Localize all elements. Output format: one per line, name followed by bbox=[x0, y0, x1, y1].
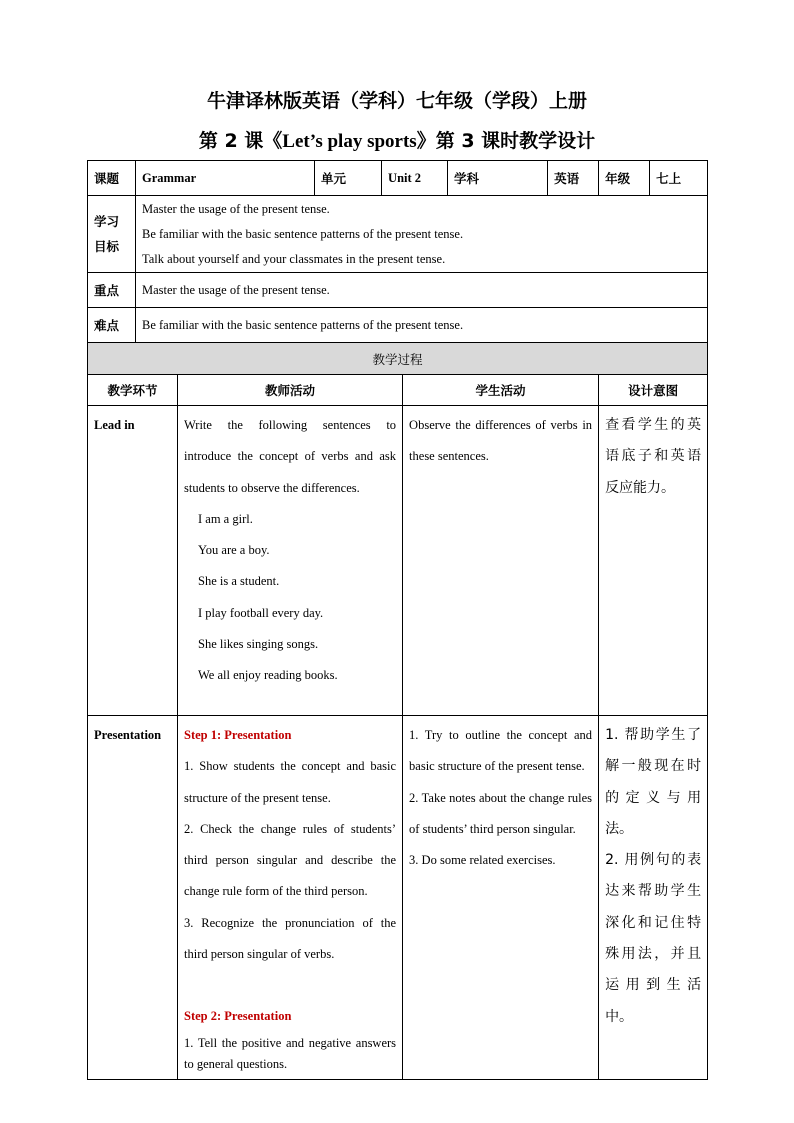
key-point-row bbox=[88, 273, 708, 308]
difficulty-row bbox=[88, 308, 708, 343]
example-sentence: I play football every day. bbox=[198, 605, 324, 620]
example-sentence: You are a boy. bbox=[198, 543, 270, 558]
objective-item: Talk about yourself and your classmates in the present tense. bbox=[142, 252, 446, 266]
col-teacher: 教师活动 bbox=[178, 375, 403, 406]
document-title: 牛津译林版英语（学科）七年级（学段）上册 bbox=[206, 90, 587, 112]
objective-item: Be familiar with the basic sentence patterns of the present tense. bbox=[142, 227, 464, 241]
objectives-label: 学习目标 bbox=[88, 196, 136, 273]
difficulty-label: 难点 bbox=[88, 308, 136, 343]
lead-in-intro: Write the following sentences to introduce the concept of verbs and ask students to observe the differences. bbox=[184, 418, 397, 495]
difficulty-text: Be familiar with the basic sentence patterns of the present tense. bbox=[136, 308, 708, 343]
lead-in-teacher bbox=[178, 406, 403, 716]
presentation-stage: Presentation bbox=[88, 716, 178, 1080]
presentation-intent bbox=[599, 716, 708, 1080]
student-item: 1. Try to outline the concept and basic structure of the present tense. bbox=[409, 728, 593, 774]
process-title: 教学过程 bbox=[88, 343, 708, 375]
step1-item: 1. Show students the concept and basic structure of the present tense. bbox=[184, 759, 397, 805]
process-header-row bbox=[88, 343, 708, 375]
example-sentence: I am a girl. bbox=[198, 511, 253, 526]
topic-label: 课题 bbox=[88, 161, 136, 196]
grade-label: 年级 bbox=[599, 161, 650, 196]
topic-value: Grammar bbox=[136, 161, 315, 196]
intent-item: 2. 用例句的表达来帮助学生深化和记住特殊用法，并且运用到生活中。 bbox=[605, 852, 702, 1025]
lesson-title bbox=[0, 126, 794, 153]
presentation-row bbox=[88, 716, 708, 1080]
key-point-text: Master the usage of the present tense. bbox=[136, 273, 708, 308]
subject-label: 学科 bbox=[448, 161, 548, 196]
col-intent: 设计意图 bbox=[599, 375, 708, 406]
lead-in-intent: 查看学生的英语底子和英语反应能力。 bbox=[599, 406, 708, 716]
column-header-row bbox=[88, 375, 708, 406]
lead-in-stage: Lead in bbox=[88, 406, 178, 716]
subject-value: 英语 bbox=[548, 161, 599, 196]
presentation-teacher bbox=[178, 716, 403, 1080]
objectives-row bbox=[88, 196, 708, 273]
lesson-plan-table bbox=[87, 160, 708, 1080]
lead-in-row bbox=[88, 406, 708, 716]
step1-item: 2. Check the change rules of students’ third person singular and describe the change rule form of the third person. bbox=[184, 821, 397, 899]
lesson-title-latin: Let’s play sports bbox=[282, 131, 417, 152]
example-sentence: She likes singing songs. bbox=[198, 637, 319, 652]
step1-title: Step 1: Presentation bbox=[184, 728, 292, 742]
lead-in-student: Observe the differences of verbs in these sentences. bbox=[403, 406, 599, 716]
example-sentence: She is a student. bbox=[198, 574, 280, 589]
col-stage: 教学环节 bbox=[88, 375, 178, 406]
student-item: 3. Do some related exercises. bbox=[409, 853, 556, 868]
objective-item: Master the usage of the present tense. bbox=[142, 202, 330, 216]
student-item: 2. Take notes about the change rules of students’ third person singular. bbox=[409, 790, 593, 836]
step2-title: Step 2: Presentation bbox=[184, 1009, 292, 1024]
unit-label: 单元 bbox=[315, 161, 382, 196]
info-row bbox=[88, 161, 708, 196]
step2-item: 1. Tell the positive and negative answers to general questions. bbox=[184, 1035, 397, 1071]
lesson-title-suffix: 》第 3 课时教学设计 bbox=[416, 130, 596, 152]
col-student: 学生活动 bbox=[403, 375, 599, 406]
presentation-student bbox=[403, 716, 599, 1080]
key-point-label: 重点 bbox=[88, 273, 136, 308]
unit-value: Unit 2 bbox=[382, 161, 448, 196]
objectives-list bbox=[136, 196, 708, 273]
grade-value: 七上 bbox=[650, 161, 708, 196]
step1-item: 3. Recognize the pronunciation of the third person singular of verbs. bbox=[184, 915, 397, 962]
example-sentence: We all enjoy reading books. bbox=[198, 668, 338, 683]
lesson-title-prefix: 第 2 课《 bbox=[198, 130, 283, 152]
intent-item: 1. 帮助学生了解一般现在时的定义与用法。 bbox=[605, 727, 702, 837]
